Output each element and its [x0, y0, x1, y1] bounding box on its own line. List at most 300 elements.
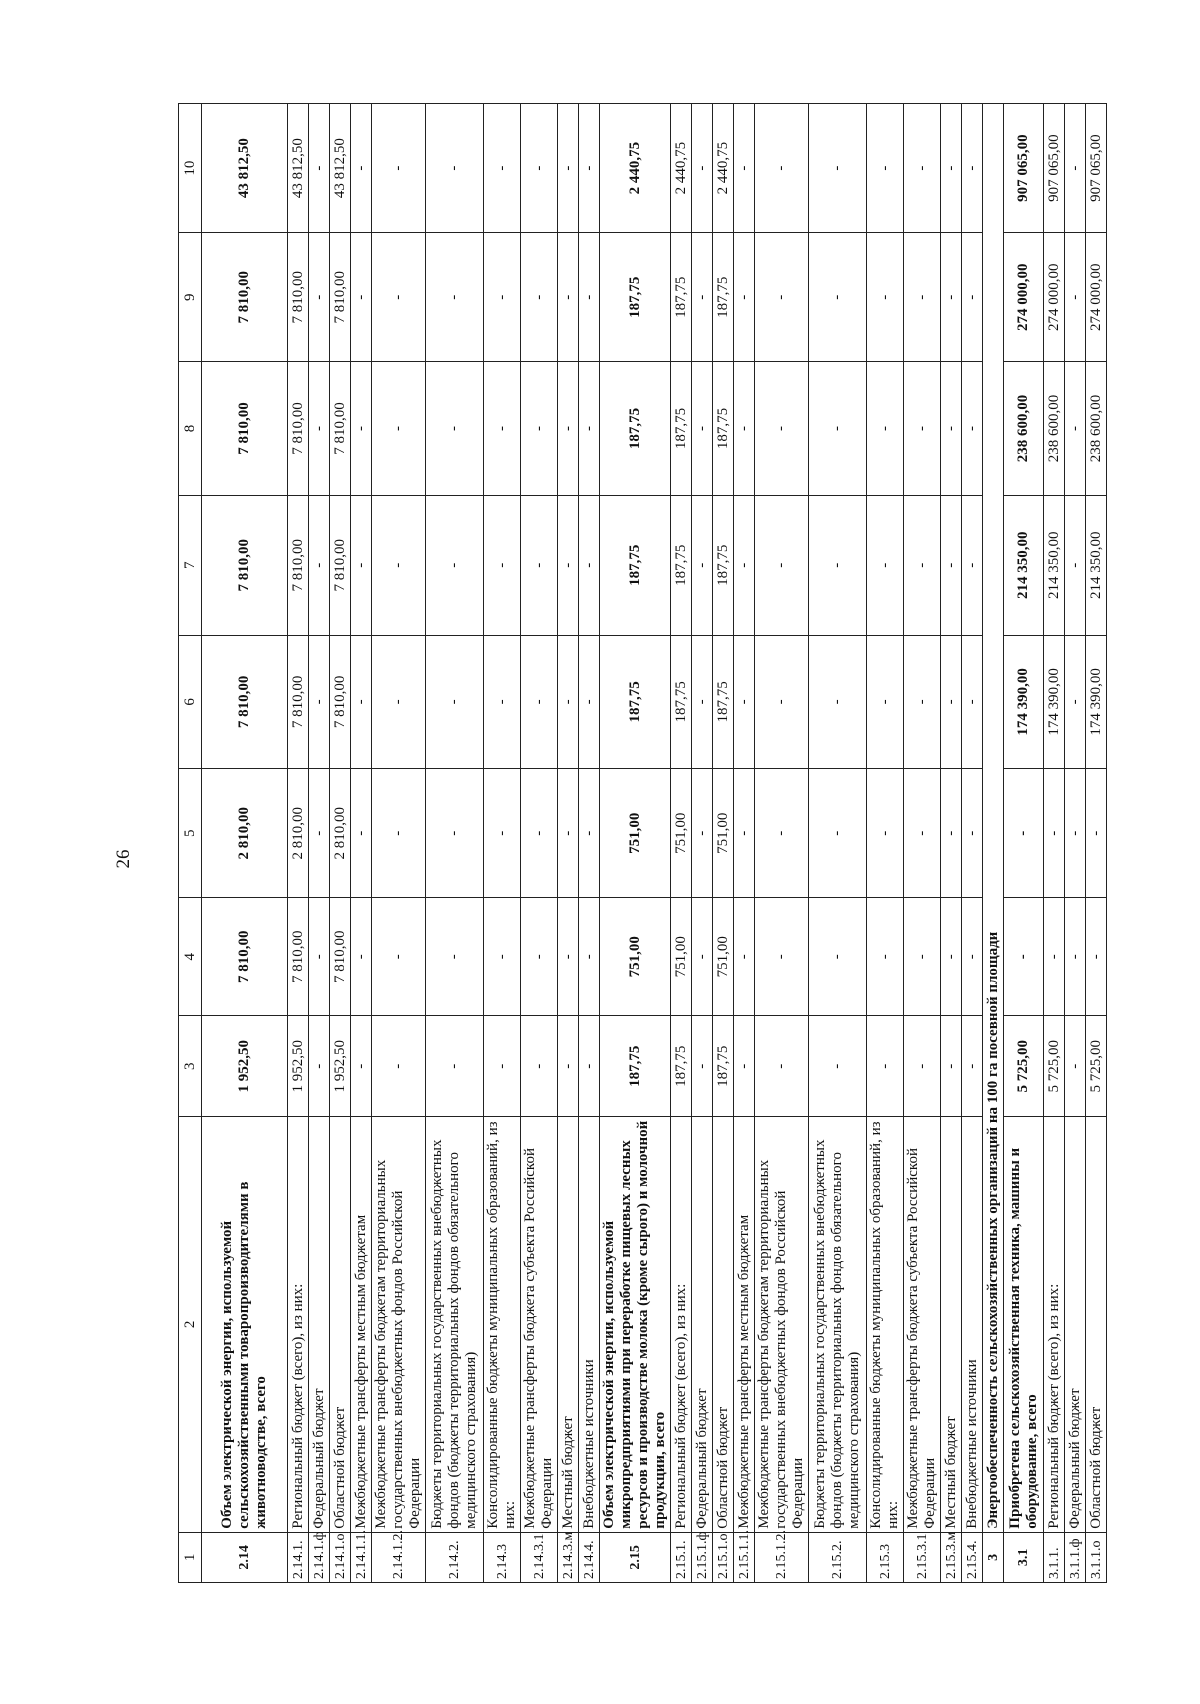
- value-cell: 7 810,00: [202, 233, 288, 362]
- row-code: 2.14: [202, 1532, 288, 1582]
- value-cell: -: [1065, 1016, 1086, 1117]
- row-code: 2.14.1.1.: [351, 1532, 372, 1582]
- row-code: 2.15.1.2.: [755, 1532, 809, 1582]
- value-cell: -: [867, 362, 904, 495]
- value-cell: -: [755, 769, 809, 898]
- value-cell: -: [521, 104, 558, 233]
- table-row: [484, 104, 521, 1583]
- value-cell: -: [372, 495, 426, 635]
- row-code: 2.14.1.: [288, 1532, 309, 1582]
- row-name: Федеральный бюджет: [692, 1117, 713, 1533]
- value-cell: -: [521, 1016, 558, 1117]
- value-cell: 187,75: [600, 233, 671, 362]
- row-name: Федеральный бюджет: [1065, 1117, 1086, 1533]
- value-cell: -: [755, 233, 809, 362]
- table-row: [521, 104, 558, 1583]
- value-cell: -: [558, 769, 579, 898]
- value-cell: -: [558, 898, 579, 1016]
- row-code: 2.14.1.ф: [309, 1532, 330, 1582]
- value-cell: -: [1065, 635, 1086, 768]
- value-cell: -: [941, 898, 962, 1016]
- value-cell: -: [1065, 362, 1086, 495]
- table-row: [351, 104, 372, 1583]
- value-cell: -: [962, 898, 983, 1016]
- row-code: 2.15.1.о: [713, 1532, 734, 1582]
- value-cell: 907 065,00: [1004, 104, 1044, 233]
- table-row: [904, 104, 941, 1583]
- value-cell: 5 725,00: [1086, 1016, 1107, 1117]
- value-cell: -: [309, 898, 330, 1016]
- value-cell: -: [309, 635, 330, 768]
- value-cell: 7 810,00: [288, 362, 309, 495]
- section-row: [983, 104, 1004, 1583]
- value-cell: -: [734, 635, 755, 768]
- value-cell: -: [426, 362, 484, 495]
- value-cell: -: [755, 104, 809, 233]
- table-row: [288, 104, 309, 1583]
- value-cell: 187,75: [600, 635, 671, 768]
- value-cell: -: [962, 1016, 983, 1117]
- value-cell: -: [372, 769, 426, 898]
- row-code: 2.15.1.1.: [734, 1532, 755, 1582]
- row-code: 2.15.4.: [962, 1532, 983, 1582]
- value-cell: -: [692, 495, 713, 635]
- row-code: 2.15.2.: [809, 1532, 867, 1582]
- row-code: 2.14.3: [484, 1532, 521, 1582]
- row-code: 3.1.1.ф: [1065, 1532, 1086, 1582]
- value-cell: -: [426, 1016, 484, 1117]
- value-cell: -: [867, 104, 904, 233]
- value-cell: -: [351, 104, 372, 233]
- row-code: 2.14.3.м: [558, 1532, 579, 1582]
- value-cell: -: [1004, 898, 1044, 1016]
- value-cell: -: [484, 635, 521, 768]
- value-cell: 214 350,00: [1086, 495, 1107, 635]
- value-cell: -: [904, 495, 941, 635]
- value-cell: 187,75: [713, 362, 734, 495]
- value-cell: 174 390,00: [1086, 635, 1107, 768]
- value-cell: -: [809, 233, 867, 362]
- row-name: Федеральный бюджет: [309, 1117, 330, 1533]
- value-cell: 274 000,00: [1004, 233, 1044, 362]
- value-cell: -: [372, 1016, 426, 1117]
- value-cell: -: [734, 104, 755, 233]
- value-cell: -: [484, 362, 521, 495]
- value-cell: -: [1065, 769, 1086, 898]
- table-row: [558, 104, 579, 1583]
- row-name: Региональный бюджет (всего), из них:: [671, 1117, 692, 1533]
- column-header: 9: [179, 233, 202, 362]
- value-cell: -: [351, 898, 372, 1016]
- value-cell: 214 350,00: [1044, 495, 1065, 635]
- value-cell: 2 440,75: [713, 104, 734, 233]
- value-cell: -: [558, 635, 579, 768]
- value-cell: 2 810,00: [330, 769, 351, 898]
- value-cell: -: [941, 495, 962, 635]
- table-row: [1044, 104, 1065, 1583]
- column-header: 1: [179, 1532, 202, 1582]
- row-name: Региональный бюджет (всего), из них:: [288, 1117, 309, 1533]
- value-cell: -: [426, 104, 484, 233]
- column-header: 5: [179, 769, 202, 898]
- value-cell: 7 810,00: [330, 362, 351, 495]
- value-cell: -: [579, 104, 600, 233]
- value-cell: -: [962, 362, 983, 495]
- value-cell: 2 810,00: [288, 769, 309, 898]
- table-row: [1065, 104, 1086, 1583]
- value-cell: 2 440,75: [671, 104, 692, 233]
- row-code: 2.15.1.ф: [692, 1532, 713, 1582]
- value-cell: -: [1044, 769, 1065, 898]
- value-cell: 2 440,75: [600, 104, 671, 233]
- value-cell: 43 812,50: [330, 104, 351, 233]
- row-name: Внебюджетные источники: [962, 1117, 983, 1533]
- table-row: [1004, 104, 1044, 1583]
- value-cell: -: [734, 898, 755, 1016]
- row-name: Местный бюджет: [558, 1117, 579, 1533]
- table-row: [1086, 104, 1107, 1583]
- value-cell: 7 810,00: [288, 495, 309, 635]
- value-cell: -: [734, 362, 755, 495]
- value-cell: -: [809, 1016, 867, 1117]
- table-row: [809, 104, 867, 1583]
- value-cell: -: [521, 233, 558, 362]
- table-row: [579, 104, 600, 1583]
- column-header: 8: [179, 362, 202, 495]
- value-cell: 187,75: [600, 1016, 671, 1117]
- value-cell: -: [755, 495, 809, 635]
- row-code: 2.14.3.1: [521, 1532, 558, 1582]
- value-cell: 187,75: [671, 1016, 692, 1117]
- rotated-table-container: [178, 103, 1104, 1583]
- value-cell: -: [579, 635, 600, 768]
- value-cell: 751,00: [600, 898, 671, 1016]
- table-row: [962, 104, 983, 1583]
- value-cell: 187,75: [671, 635, 692, 768]
- value-cell: -: [941, 1016, 962, 1117]
- value-cell: -: [734, 495, 755, 635]
- value-cell: -: [558, 104, 579, 233]
- row-name: Межбюджетные трансферты бюджета субъекта Российской Федерации: [904, 1117, 941, 1533]
- value-cell: 751,00: [600, 769, 671, 898]
- row-name: Областной бюджет: [713, 1117, 734, 1533]
- value-cell: -: [941, 635, 962, 768]
- row-code: 2.15: [600, 1532, 671, 1582]
- table-row: [372, 104, 426, 1583]
- value-cell: -: [351, 233, 372, 362]
- column-header: 6: [179, 635, 202, 768]
- value-cell: -: [579, 769, 600, 898]
- value-cell: -: [558, 1016, 579, 1117]
- value-cell: -: [941, 104, 962, 233]
- value-cell: -: [734, 233, 755, 362]
- value-cell: -: [579, 1016, 600, 1117]
- value-cell: -: [1086, 769, 1107, 898]
- table-row: [426, 104, 484, 1583]
- value-cell: -: [309, 495, 330, 635]
- value-cell: 7 810,00: [330, 495, 351, 635]
- table-row: [867, 104, 904, 1583]
- value-cell: 5 725,00: [1044, 1016, 1065, 1117]
- value-cell: -: [372, 362, 426, 495]
- header-row: [179, 104, 202, 1583]
- row-name: Объем электрической энергии, используемой сельскохозяйственными товаропроизводителями в животноводстве, всего: [202, 1117, 288, 1533]
- value-cell: -: [484, 769, 521, 898]
- value-cell: -: [755, 1016, 809, 1117]
- value-cell: -: [809, 104, 867, 233]
- value-cell: -: [962, 233, 983, 362]
- value-cell: -: [309, 769, 330, 898]
- value-cell: 187,75: [671, 362, 692, 495]
- value-cell: -: [809, 635, 867, 768]
- table-row: [941, 104, 962, 1583]
- value-cell: -: [521, 635, 558, 768]
- value-cell: -: [372, 898, 426, 1016]
- value-cell: -: [579, 233, 600, 362]
- value-cell: -: [867, 495, 904, 635]
- value-cell: 174 390,00: [1044, 635, 1065, 768]
- value-cell: -: [351, 495, 372, 635]
- table-row: [692, 104, 713, 1583]
- value-cell: -: [755, 635, 809, 768]
- value-cell: -: [867, 635, 904, 768]
- value-cell: 187,75: [713, 495, 734, 635]
- table-row: [734, 104, 755, 1583]
- value-cell: 174 390,00: [1004, 635, 1044, 768]
- value-cell: -: [579, 362, 600, 495]
- row-code: 2.14.1.о: [330, 1532, 351, 1582]
- value-cell: 751,00: [671, 898, 692, 1016]
- row-name: Межбюджетные трансферты местным бюджетам: [734, 1117, 755, 1533]
- value-cell: -: [809, 898, 867, 1016]
- value-cell: 238 600,00: [1044, 362, 1065, 495]
- value-cell: 7 810,00: [202, 495, 288, 635]
- value-cell: 7 810,00: [288, 233, 309, 362]
- column-header: 10: [179, 104, 202, 233]
- value-cell: -: [962, 769, 983, 898]
- table-row: [671, 104, 692, 1583]
- value-cell: 907 065,00: [1086, 104, 1107, 233]
- row-name: Бюджеты территориальных государственных внебюджетных фондов (бюджеты территориальных фондов обязательного медицинского страхования): [426, 1117, 484, 1533]
- value-cell: 187,75: [671, 233, 692, 362]
- row-name: Консолидированные бюджеты муниципальных образований, из них:: [484, 1117, 521, 1533]
- value-cell: -: [426, 233, 484, 362]
- value-cell: -: [558, 233, 579, 362]
- row-name: Областной бюджет: [1086, 1117, 1107, 1533]
- value-cell: -: [1065, 495, 1086, 635]
- value-cell: 7 810,00: [288, 635, 309, 768]
- value-cell: -: [1004, 769, 1044, 898]
- value-cell: -: [426, 898, 484, 1016]
- row-name: Внебюджетные источники: [579, 1117, 600, 1533]
- value-cell: -: [692, 898, 713, 1016]
- table-row: [202, 104, 288, 1583]
- column-header: 2: [179, 1117, 202, 1533]
- value-cell: -: [351, 635, 372, 768]
- row-name: Межбюджетные трансферты бюджета субъекта Российской Федерации: [521, 1117, 558, 1533]
- value-cell: -: [558, 362, 579, 495]
- row-code: 2.15.1.: [671, 1532, 692, 1582]
- row-code: 3: [983, 1532, 1004, 1582]
- value-cell: -: [755, 362, 809, 495]
- value-cell: -: [558, 495, 579, 635]
- value-cell: -: [867, 769, 904, 898]
- value-cell: -: [351, 769, 372, 898]
- value-cell: -: [904, 1016, 941, 1117]
- row-name: Региональный бюджет (всего), из них:: [1044, 1117, 1065, 1533]
- budget-table: [178, 103, 1107, 1583]
- column-header: 4: [179, 898, 202, 1016]
- value-cell: 187,75: [713, 635, 734, 768]
- value-cell: -: [809, 495, 867, 635]
- value-cell: -: [904, 104, 941, 233]
- value-cell: -: [962, 495, 983, 635]
- value-cell: 7 810,00: [202, 362, 288, 495]
- value-cell: 7 810,00: [330, 635, 351, 768]
- value-cell: -: [692, 635, 713, 768]
- row-name: Межбюджетные трансферты бюджетам территориальных государственных внебюджетных фондов Российской Федерации: [755, 1117, 809, 1533]
- value-cell: -: [1065, 898, 1086, 1016]
- value-cell: 187,75: [713, 233, 734, 362]
- row-name: Областной бюджет: [330, 1117, 351, 1533]
- value-cell: 1 952,50: [202, 1016, 288, 1117]
- value-cell: -: [962, 104, 983, 233]
- value-cell: -: [484, 898, 521, 1016]
- page-number: 26: [113, 849, 134, 869]
- value-cell: -: [309, 104, 330, 233]
- value-cell: 907 065,00: [1044, 104, 1065, 233]
- value-cell: -: [372, 104, 426, 233]
- value-cell: 187,75: [600, 362, 671, 495]
- value-cell: 751,00: [671, 769, 692, 898]
- value-cell: -: [734, 1016, 755, 1117]
- value-cell: -: [484, 104, 521, 233]
- value-cell: -: [692, 104, 713, 233]
- value-cell: -: [941, 362, 962, 495]
- table-row: [330, 104, 351, 1583]
- value-cell: -: [904, 898, 941, 1016]
- value-cell: 7 810,00: [330, 233, 351, 362]
- value-cell: -: [1086, 898, 1107, 1016]
- value-cell: 751,00: [713, 898, 734, 1016]
- value-cell: -: [941, 233, 962, 362]
- value-cell: -: [579, 898, 600, 1016]
- row-code: 3.1.1.: [1044, 1532, 1065, 1582]
- value-cell: -: [484, 233, 521, 362]
- value-cell: -: [734, 769, 755, 898]
- value-cell: 751,00: [713, 769, 734, 898]
- value-cell: 2 810,00: [202, 769, 288, 898]
- row-name: Объем электрической энергии, используемой микропредприятиями при переработке пищевых лесных ресурсов и производстве молока (кроме сырого) и молочной продукции, всего: [600, 1117, 671, 1533]
- row-name: Консолидированные бюджеты муниципальных образований, из них:: [867, 1117, 904, 1533]
- value-cell: -: [1065, 233, 1086, 362]
- value-cell: -: [867, 898, 904, 1016]
- value-cell: -: [351, 1016, 372, 1117]
- table-row: [755, 104, 809, 1583]
- value-cell: -: [579, 495, 600, 635]
- value-cell: -: [904, 769, 941, 898]
- value-cell: -: [867, 1016, 904, 1117]
- row-code: 3.1.1.о: [1086, 1532, 1107, 1582]
- row-name: Местный бюджет: [941, 1117, 962, 1533]
- value-cell: -: [426, 495, 484, 635]
- value-cell: -: [521, 362, 558, 495]
- value-cell: 214 350,00: [1004, 495, 1044, 635]
- value-cell: 1 952,50: [288, 1016, 309, 1117]
- row-code: 2.15.3.м: [941, 1532, 962, 1582]
- row-code: 2.15.3.1: [904, 1532, 941, 1582]
- value-cell: -: [521, 898, 558, 1016]
- value-cell: 187,75: [671, 495, 692, 635]
- row-code: 3.1: [1004, 1532, 1044, 1582]
- value-cell: -: [692, 362, 713, 495]
- value-cell: 7 810,00: [288, 898, 309, 1016]
- value-cell: 1 952,50: [330, 1016, 351, 1117]
- value-cell: -: [692, 1016, 713, 1117]
- row-code: 2.14.4.: [579, 1532, 600, 1582]
- value-cell: -: [1044, 898, 1065, 1016]
- value-cell: 274 000,00: [1044, 233, 1065, 362]
- value-cell: -: [484, 1016, 521, 1117]
- value-cell: 7 810,00: [202, 898, 288, 1016]
- value-cell: -: [1065, 104, 1086, 233]
- value-cell: -: [309, 362, 330, 495]
- row-name: Бюджеты территориальных государственных внебюджетных фондов (бюджеты территориальных фондов обязательного медицинского страхования): [809, 1117, 867, 1533]
- row-name: Приобретена сельскохозяйственная техника, машины и оборудование, всего: [1004, 1117, 1044, 1533]
- value-cell: 187,75: [600, 495, 671, 635]
- value-cell: -: [309, 1016, 330, 1117]
- column-header: 7: [179, 495, 202, 635]
- row-code: 2.14.1.2.: [372, 1532, 426, 1582]
- value-cell: -: [351, 362, 372, 495]
- value-cell: 238 600,00: [1004, 362, 1044, 495]
- value-cell: -: [692, 233, 713, 362]
- value-cell: -: [755, 898, 809, 1016]
- value-cell: -: [809, 362, 867, 495]
- column-header: 3: [179, 1016, 202, 1117]
- value-cell: -: [692, 769, 713, 898]
- value-cell: 5 725,00: [1004, 1016, 1044, 1117]
- value-cell: -: [809, 769, 867, 898]
- value-cell: -: [904, 233, 941, 362]
- value-cell: -: [962, 635, 983, 768]
- value-cell: -: [521, 769, 558, 898]
- table-row: [309, 104, 330, 1583]
- value-cell: 43 812,50: [288, 104, 309, 233]
- row-name: Межбюджетные трансферты местным бюджетам: [351, 1117, 372, 1533]
- value-cell: 187,75: [713, 1016, 734, 1117]
- value-cell: -: [309, 233, 330, 362]
- value-cell: 7 810,00: [202, 635, 288, 768]
- value-cell: -: [904, 635, 941, 768]
- value-cell: 274 000,00: [1086, 233, 1107, 362]
- value-cell: -: [867, 233, 904, 362]
- table-row: [600, 104, 671, 1583]
- value-cell: 43 812,50: [202, 104, 288, 233]
- value-cell: -: [426, 635, 484, 768]
- value-cell: -: [904, 362, 941, 495]
- row-code: 2.15.3: [867, 1532, 904, 1582]
- row-name: Межбюджетные трансферты бюджетам территориальных государственных внебюджетных фондов Российской Федерации: [372, 1117, 426, 1533]
- value-cell: -: [372, 635, 426, 768]
- value-cell: 7 810,00: [330, 898, 351, 1016]
- value-cell: -: [521, 495, 558, 635]
- value-cell: 238 600,00: [1086, 362, 1107, 495]
- row-code: 2.14.2.: [426, 1532, 484, 1582]
- value-cell: -: [941, 769, 962, 898]
- table-row: [713, 104, 734, 1583]
- value-cell: -: [484, 495, 521, 635]
